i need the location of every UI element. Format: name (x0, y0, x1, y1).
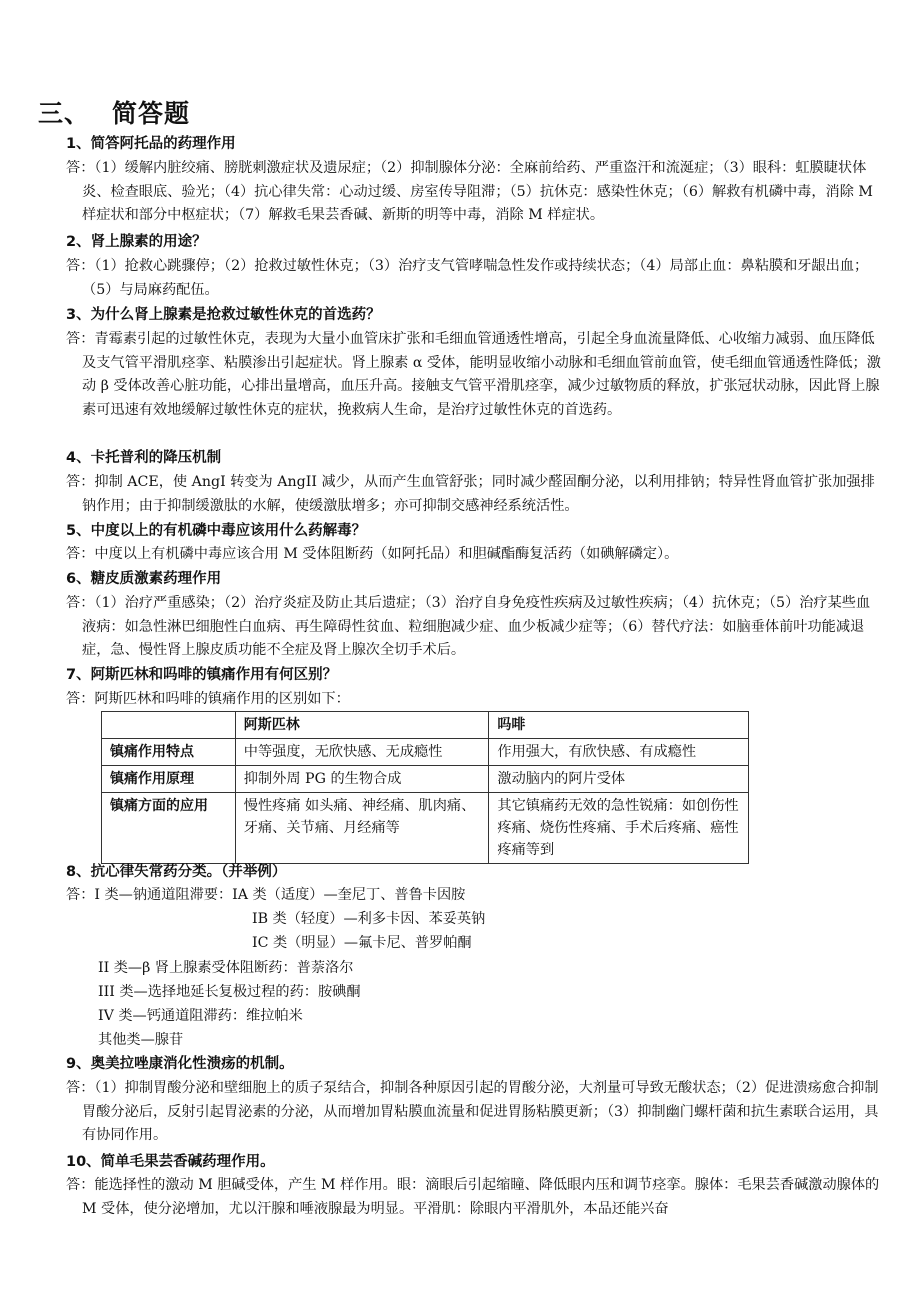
question-9-title: 9、奥美拉唑康消化性溃疡的机制。 (66, 1056, 294, 1072)
question-2-answer: 答：（1）抢救心跳骤停；（2）抢救过敏性休克；（3）治疗支气管哮喘急性发作或持续状态；（4）局部止血：鼻粘膜和牙龈出血；（5）与局麻药配伍。 (66, 258, 869, 298)
comparison-table (101, 711, 749, 864)
table-row (102, 766, 749, 793)
question-10-title: 10、简单毛果芸香碱药理作用。 (66, 1154, 275, 1170)
question-4-answer: 答：抑制 ACE，使 AngI 转变为 AngII 减少，从而产生血管舒张；同时减少醛固酮分泌，以利用排钠；特异性肾血管扩张加强排钠作用；由于抑制缓激肽的水解，使缓激肽增多；亦可抑制交感神经系统活性。 (66, 474, 875, 514)
table-header-morphine: 吗啡 (489, 712, 749, 739)
answer-line: IC 类（明显）—氟卡尼、普罗帕酮 (252, 935, 472, 951)
answer-line: IB 类（轻度）—利多卡因、苯妥英钠 (252, 911, 486, 927)
question-5-answer: 答：中度以上有机磷中毒应该合用 M 受体阻断药（如阿托品）和胆碱酯酶复活药（如碘解磷定）。 (66, 546, 679, 562)
cell-aspirin: 慢性疼痛 如头痛、神经痛、肌肉痛、牙痛、关节痛、月经痛等 (235, 793, 489, 864)
question-9-answer: 答：（1）抑制胃酸分泌和壁细胞上的质子泵结合，抑制各种原因引起的胃酸分泌，大剂量可导致无酸状态；（2）促进溃疡愈合抑制胃酸分泌后，反射引起胃泌素的分泌，从而增加胃粘膜血流量和促进胃肠粘膜更新；（3）抑制幽门螺杆菌和抗生素联合运用，具有协同作用。 (66, 1080, 879, 1143)
section-number: 三、 (38, 99, 91, 128)
section-title: 简答题 (112, 99, 191, 128)
answer-line: III 类—选择地延长复极过程的药：胺碘酮 (98, 984, 361, 1000)
question-6-title: 6、糖皮质激素药理作用 (66, 571, 222, 587)
row-label: 镇痛作用特点 (102, 739, 236, 766)
question-1-title: 1、简答阿托品的药理作用 (66, 136, 236, 152)
table-header-aspirin: 阿斯匹林 (235, 712, 489, 739)
question-4-title: 4、卡托普利的降压机制 (66, 450, 222, 466)
table-header-row (102, 712, 749, 739)
cell-morphine: 激动脑内的阿片受体 (489, 766, 749, 793)
answer-line: 答：I 类—钠通道阻滞要：IA 类（适度）—奎尼丁、普鲁卡因胺 (66, 887, 466, 903)
cell-aspirin: 中等强度，无欣快感、无成瘾性 (235, 739, 489, 766)
table-header-corner (102, 712, 236, 739)
answer-line: IV 类—钙通道阻滞药：维拉帕米 (98, 1008, 303, 1024)
question-2-title: 2、肾上腺素的用途？ (66, 234, 207, 250)
answer-line: II 类—β 肾上腺素受体阻断药：普萘洛尔 (98, 960, 354, 976)
row-label: 镇痛方面的应用 (102, 793, 236, 864)
question-3-answer: 答：青霉素引起的过敏性休克，表现为大量小血管床扩张和毛细血管通透性增高，引起全身血流量降低、心收缩力减弱、血压降低及支气管平滑肌痉挛、粘膜渗出引起症状。肾上腺素 α 受体，能明显收缩小动脉和毛细血管前血管，使毛细血管通透性降低；激动 β 受体改善心脏功能，心排出量增高，血压升高。接触支气管平滑肌痉挛，减少过敏物质的释放，扩张冠状动脉，因此肾上腺素可迅速有效地缓解过敏性休克的症状，挽救病人生命，是治疗过敏性休克的首选药。 (66, 331, 881, 418)
question-10-answer: 答：能选择性的激动 M 胆碱受体，产生 M 样作用。眼：滴眼后引起缩瞳、降低眼内压和调节痉挛。腺体：毛果芸香碱激动腺体的 M 受体，使分泌增加，尤以汗腺和唾液腺最为明显。平滑肌：除眼内平滑肌外，本品还能兴奋 (66, 1177, 880, 1217)
question-7-title: 7、阿斯匹林和吗啡的镇痛作用有何区别？ (66, 667, 338, 683)
cell-aspirin: 抑制外周 PG 的生物合成 (235, 766, 489, 793)
table-row (102, 739, 749, 766)
row-label: 镇痛作用原理 (102, 766, 236, 793)
question-6-answer: 答：（1）治疗严重感染；（2）治疗炎症及防止其后遗症；（3）治疗自身免疫性疾病及过敏性疾病；（4）抗休克；（5）治疗某些血液病：如急性淋巴细胞性白血病、再生障碍性贫血、粒细胞减少症、血少板减少症等；（6）替代疗法：如脑垂体前叶功能减退症，急、慢性肾上腺皮质功能不全症及肾上腺次全切手术后。 (66, 595, 871, 658)
table-row (102, 793, 749, 864)
question-7-answer: 答：阿斯匹林和吗啡的镇痛作用的区别如下： (66, 691, 350, 707)
question-1-answer: 答：（1）缓解内脏绞痛、膀胱刺激症状及遗尿症；（2）抑制腺体分泌：全麻前给药、严重盗汗和流涎症；（3）眼科：虹膜睫状体炎、检查眼底、验光；（4）抗心律失常：心动过缓、房室传导阻滞；（5）抗休克：感染性休克；（6）解救有机磷中毒，消除 M 样症状和部分中枢症状；（7）解救毛果芸香碱、新斯的明等中毒，消除 M 样症状。 (66, 160, 873, 223)
question-5-title: 5、中度以上的有机磷中毒应该用什么药解毒？ (66, 523, 367, 539)
cell-morphine: 作用强大，有欣快感、有成瘾性 (489, 739, 749, 766)
question-3-title: 3、为什么肾上腺素是抢救过敏性休克的首选药？ (66, 307, 381, 323)
cell-morphine: 其它镇痛药无效的急性锐痛：如创伤性疼痛、烧伤性疼痛、手术后疼痛、癌性疼痛等到 (489, 793, 749, 864)
section-heading (38, 94, 190, 130)
answer-line: 其他类—腺苷 (98, 1032, 184, 1048)
question-8-title: 8、抗心律失常药分类。（并举例） (66, 864, 287, 880)
